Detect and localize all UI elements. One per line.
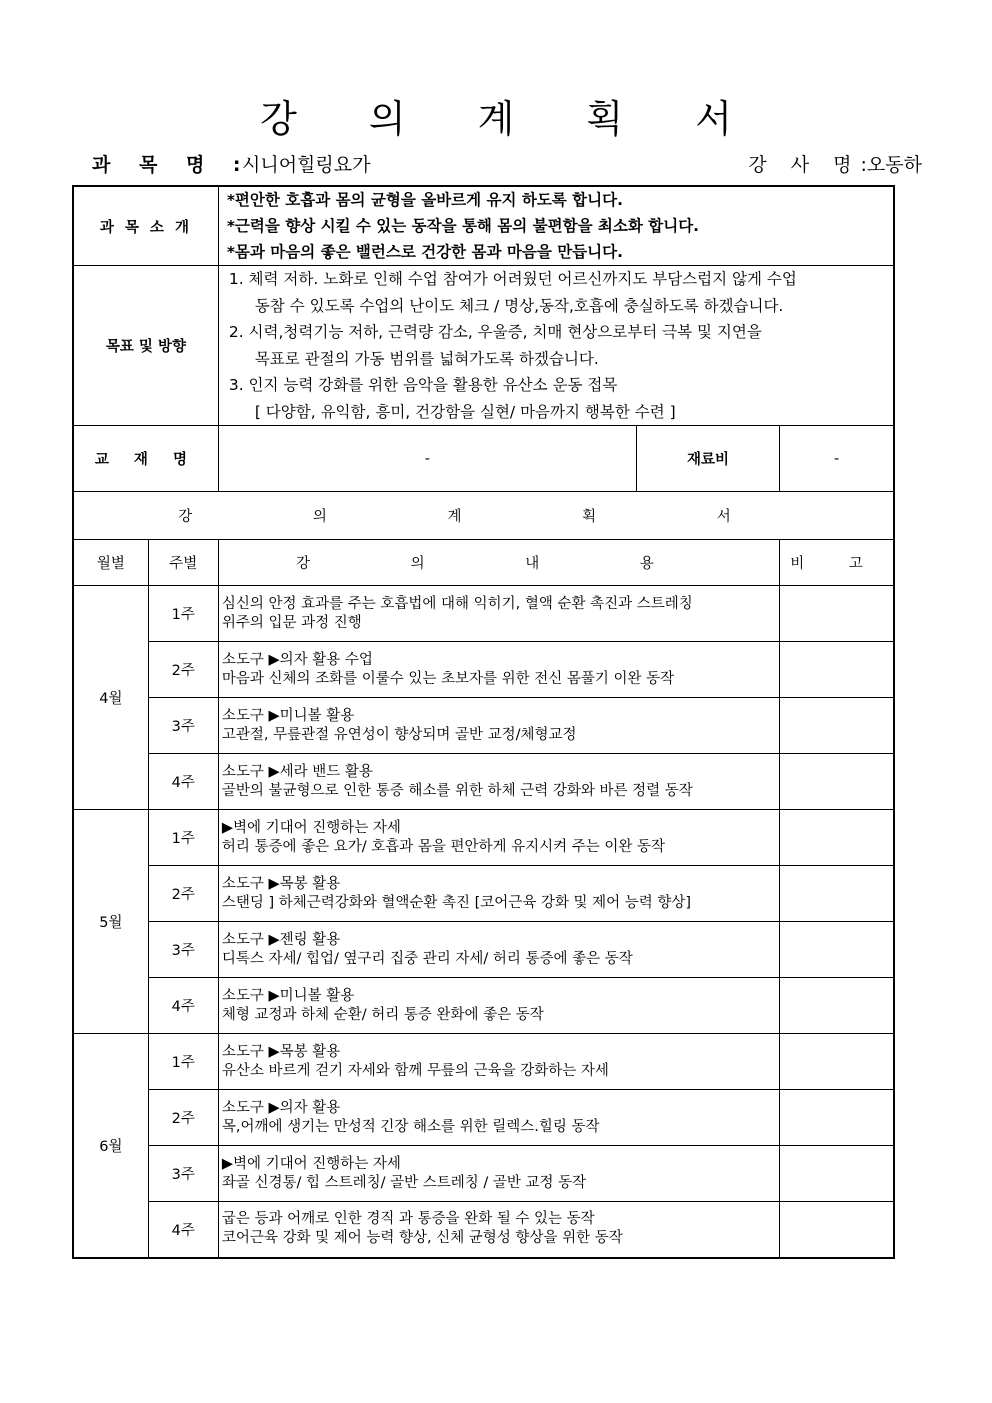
instructor-value: :오동하 [860,154,922,176]
table-row [73,866,894,922]
fee-value: - [780,426,894,492]
content-line: 소도구 ▶의자 활용 [221,1099,341,1116]
week-cell: 2주 [148,866,218,922]
course-meta [92,150,922,180]
content-line: 디톡스 자세/ 힙업/ 옆구리 집중 관리 자세/ 허리 통증에 좋은 동작 [221,950,633,967]
table-row [73,1090,894,1146]
table-row [73,978,894,1034]
content-line: 목,어깨에 생기는 만성적 긴장 해소를 위한 릴렉스.힐링 동작 [221,1118,600,1135]
week-cell: 3주 [148,698,218,754]
note-cell [780,1090,894,1146]
document-title: 강 의 계 획 서 [260,97,762,141]
content-cell [218,922,779,978]
table-row [73,1202,894,1258]
content-line: 굽은 등과 어깨로 인한 경직 과 통증을 완화 될 수 있는 동작 [221,1211,595,1228]
week-cell: 2주 [148,1090,218,1146]
content-cell [218,1090,779,1146]
goals-label: 목표 및 방향 [73,266,218,426]
week-cell: 1주 [148,810,218,866]
week-cell: 1주 [148,1034,218,1090]
week-cell: 3주 [148,922,218,978]
content-line: 위주의 입문 과정 진행 [221,614,362,631]
note-cell [780,754,894,810]
content-cell [218,1146,779,1202]
table-row [73,922,894,978]
note-cell [780,810,894,866]
content-line: 심신의 안정 효과를 주는 호흡법에 대해 익히기, 혈액 순환 촉진과 스트레칭 [221,595,693,612]
intro-line: *편안한 호흡과 몸의 균형을 올바르게 유지 하도록 합니다. [226,191,623,209]
textbook-value: - [218,426,636,492]
plan-title: 강 의 계 획 서 [73,492,894,540]
header-month: 월별 [73,540,148,586]
content-line: 소도구 ▶의자 활용 수업 [221,651,373,668]
content-line: 소도구 ▶목봉 활용 [221,1043,341,1060]
intro-content [218,186,894,266]
content-cell [218,642,779,698]
textbook-label: 교 재 명 [73,426,218,492]
content-cell [218,978,779,1034]
instructor-label: 강 사 명 [748,154,861,176]
note-cell [780,866,894,922]
note-cell [780,586,894,642]
content-cell [218,810,779,866]
content-line: ▶벽에 기대어 진행하는 자세 [221,819,401,836]
content-line: 고관절, 무릎관절 유연성이 향상되며 골반 교정/체형교정 [221,726,577,743]
intro-line: *몸과 마음의 좋은 밸런스로 건강한 몸과 마음을 만듭니다. [226,243,623,261]
header-week: 주별 [148,540,218,586]
content-cell [218,1034,779,1090]
goals-content [218,266,894,426]
month-cell: 5월 [73,810,148,1034]
note-cell [780,978,894,1034]
goal-line: 목표로 관절의 가동 범위를 넓혀가도록 하겠습니다. [254,349,599,368]
month-cell: 4월 [73,586,148,810]
content-line: 유산소 바르게 걷기 자세와 함께 무릎의 근육을 강화하는 자세 [221,1062,609,1079]
note-cell [780,1034,894,1090]
table-row [73,1034,894,1090]
content-cell [218,754,779,810]
intro-line: *근력을 향상 시킬 수 있는 동작을 통해 몸의 불편함을 최소화 합니다. [226,217,700,235]
content-line: 소도구 ▶미니볼 활용 [221,987,355,1004]
header-note: 비 고 [780,540,894,586]
content-cell [218,1202,779,1258]
content-line: 스탠딩 ] 하체근력강화와 혈액순환 촉진 [코어근육 강화 및 제어 능력 향상] [221,894,692,911]
content-line: 좌골 신경통/ 힙 스트레칭/ 골반 스트레칭 / 골반 교정 동작 [221,1174,587,1191]
table-row [73,586,894,642]
goal-line: 2. 시력,청력기능 저하, 근력량 감소, 우울증, 치매 현상으로부터 극복 및 지연을 [228,323,762,341]
content-line: 코어근육 강화 및 제어 능력 향상, 신체 균형성 향상을 위한 동작 [221,1230,623,1247]
table-row [73,698,894,754]
content-line: ▶벽에 기대어 진행하는 자세 [221,1155,401,1172]
week-cell: 1주 [148,586,218,642]
content-cell [218,698,779,754]
month-cell: 6월 [73,1034,148,1258]
week-cell: 4주 [148,754,218,810]
content-line: 소도구 ▶세라 밴드 활용 [221,763,373,780]
week-cell: 4주 [148,978,218,1034]
intro-label: 과 목 소 개 [73,186,218,266]
table-row [73,642,894,698]
table-row [73,810,894,866]
content-cell [218,586,779,642]
content-line: 마음과 신체의 조화를 이룰수 있는 초보자를 위한 전신 몸풀기 이완 동작 [221,670,675,687]
content-line: 소도구 ▶젠링 활용 [221,931,341,948]
content-cell [218,866,779,922]
table-row [73,754,894,810]
subject-label: 과 목 명 : [92,154,252,176]
content-line: 체형 교정과 하체 순환/ 허리 통증 완화에 좋은 동작 [221,1006,544,1023]
subject-value: 시니어힐링요가 [242,154,371,176]
goal-line: 동참 수 있도록 수업의 난이도 체크 / 명상,동작,호흡에 충실하도록 하겠습니다. [254,296,784,315]
note-cell [780,1202,894,1258]
header-content: 강 의 내 용 [218,540,779,586]
content-line: 소도구 ▶목봉 활용 [221,875,341,892]
table-row [73,1146,894,1202]
content-line: 골반의 불균형으로 인한 통증 해소를 위한 하체 근력 강화와 바른 정렬 동작 [221,782,693,799]
goal-line: 3. 인지 능력 강화를 위한 음악을 활용한 유산소 운동 접목 [228,376,618,394]
fee-label: 재료비 [636,426,779,492]
note-cell [780,698,894,754]
instructor [748,150,922,177]
goal-line: 1. 체력 저하. 노화로 인해 수업 참여가 어려웠던 어르신까지도 부담스럽지 않게 수업 [228,270,797,288]
note-cell [780,642,894,698]
plan-table [72,185,895,1259]
content-line: 소도구 ▶미니볼 활용 [221,707,355,724]
note-cell [780,922,894,978]
note-cell [780,1146,894,1202]
week-cell: 4주 [148,1202,218,1258]
content-line: 허리 통증에 좋은 요가/ 호흡과 몸을 편안하게 유지시켜 주는 이완 동작 [221,838,665,855]
goal-line: [ 다양함, 유익함, 흥미, 건강함을 실현/ 마음까지 행복한 수련 ] [254,402,676,421]
week-cell: 2주 [148,642,218,698]
week-cell: 3주 [148,1146,218,1202]
